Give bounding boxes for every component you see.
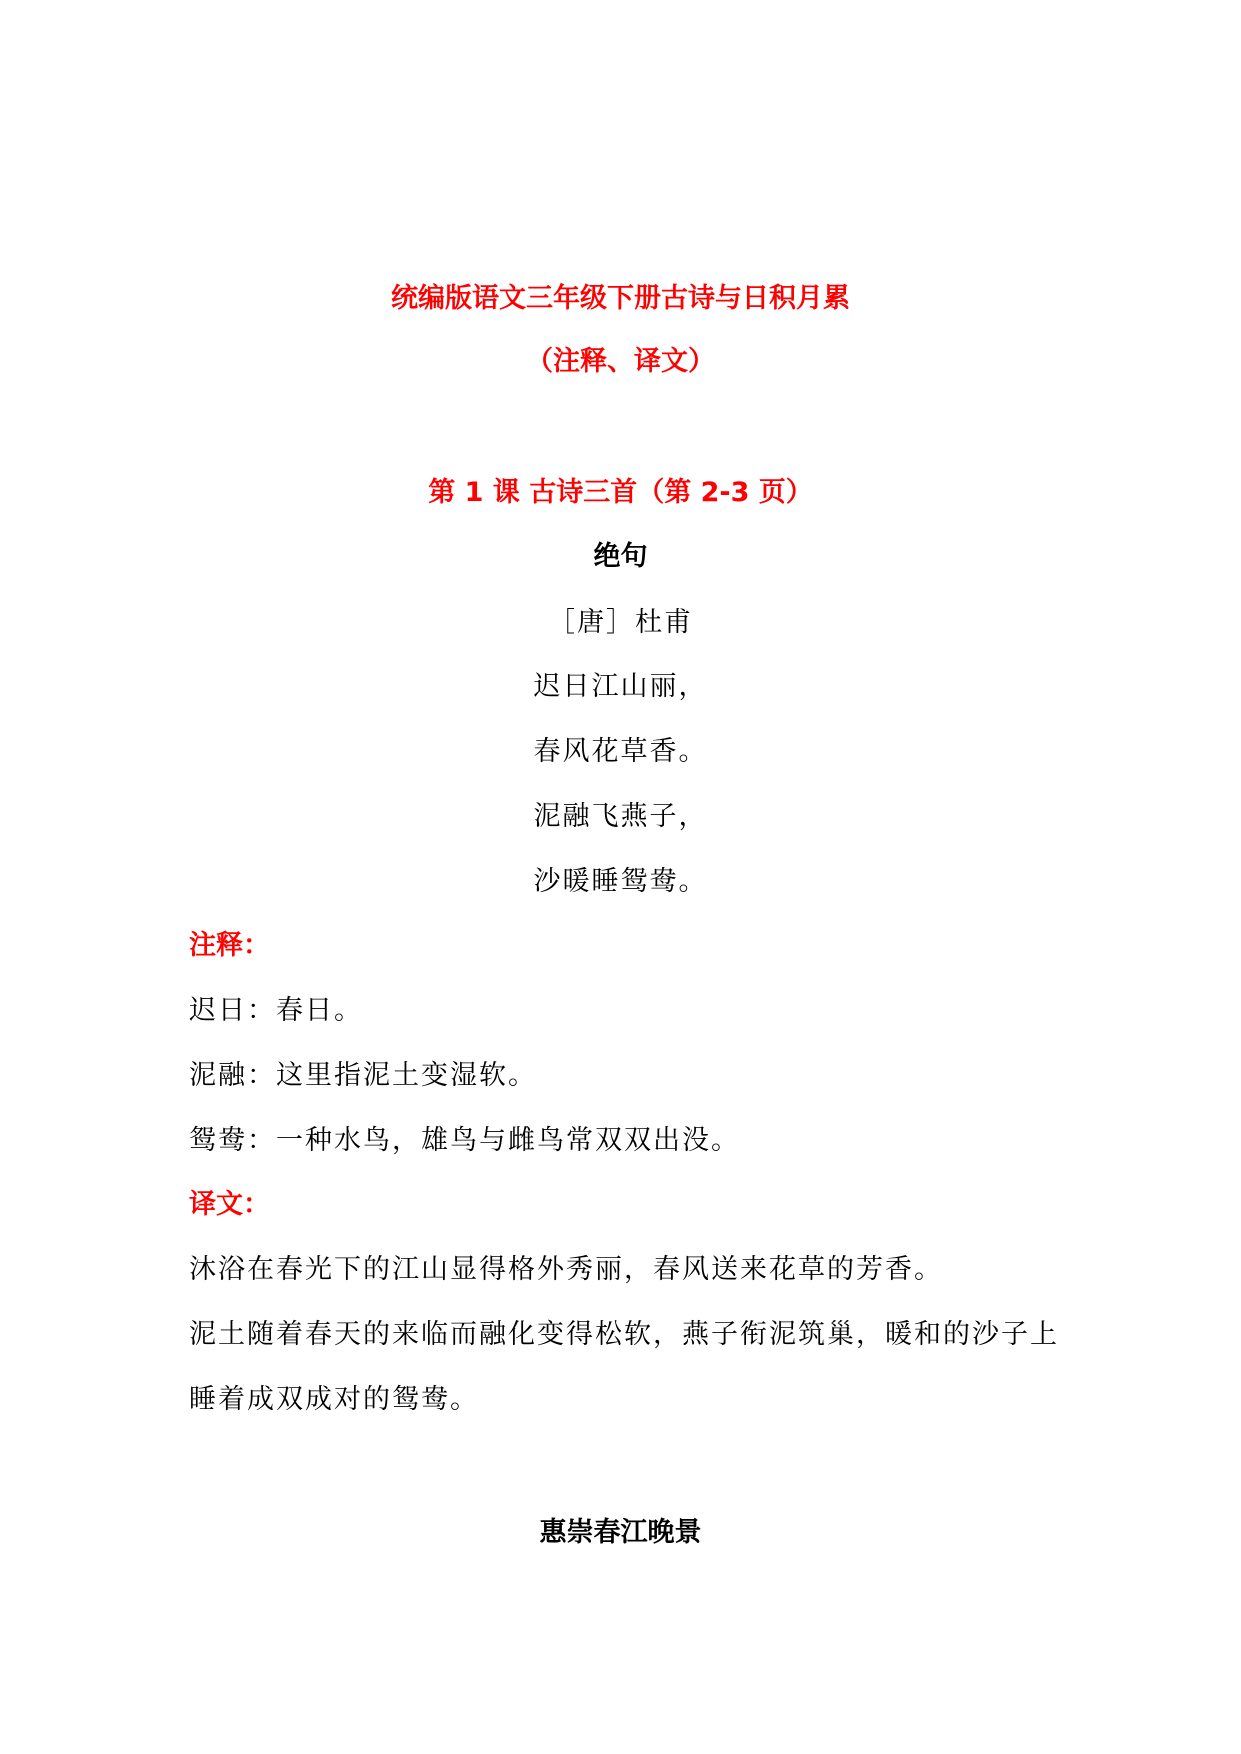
translation-line: 沐浴在春光下的江山显得格外秀丽，春风送来花草的芳香。	[189, 1254, 943, 1285]
translation-line: 睡着成双成对的鸳鸯。	[189, 1384, 479, 1415]
poem2-title: 惠崇春江晚景	[539, 1517, 702, 1548]
translation-label: 译文：	[189, 1189, 270, 1220]
note-item: 鸳鸯：一种水鸟，雄鸟与雌鸟常双双出没。	[189, 1125, 740, 1156]
document-title: 统编版语文三年级下册古诗与日积月累	[391, 283, 850, 314]
note-item: 泥融：这里指泥土变湿软。	[189, 1060, 537, 1091]
lesson-heading: 第 1 课 古诗三首（第 2-3 页）	[428, 477, 813, 508]
document-subtitle: （注释、译文）	[526, 346, 715, 377]
notes-label: 注释：	[189, 930, 270, 961]
poem-line: 迟日江山丽，	[533, 671, 708, 702]
poem-line: 泥融飞燕子，	[533, 801, 708, 832]
poem-title: 绝句	[593, 541, 648, 572]
poem-line: 沙暖睡鸳鸯。	[533, 866, 708, 897]
note-item: 迟日：春日。	[189, 995, 363, 1026]
poem-author: ［唐］杜甫	[548, 607, 693, 638]
poem-line: 春风花草香。	[533, 736, 708, 767]
translation-line: 泥土随着春天的来临而融化变得松软，燕子衔泥筑巢，暖和的沙子上	[189, 1319, 1059, 1350]
